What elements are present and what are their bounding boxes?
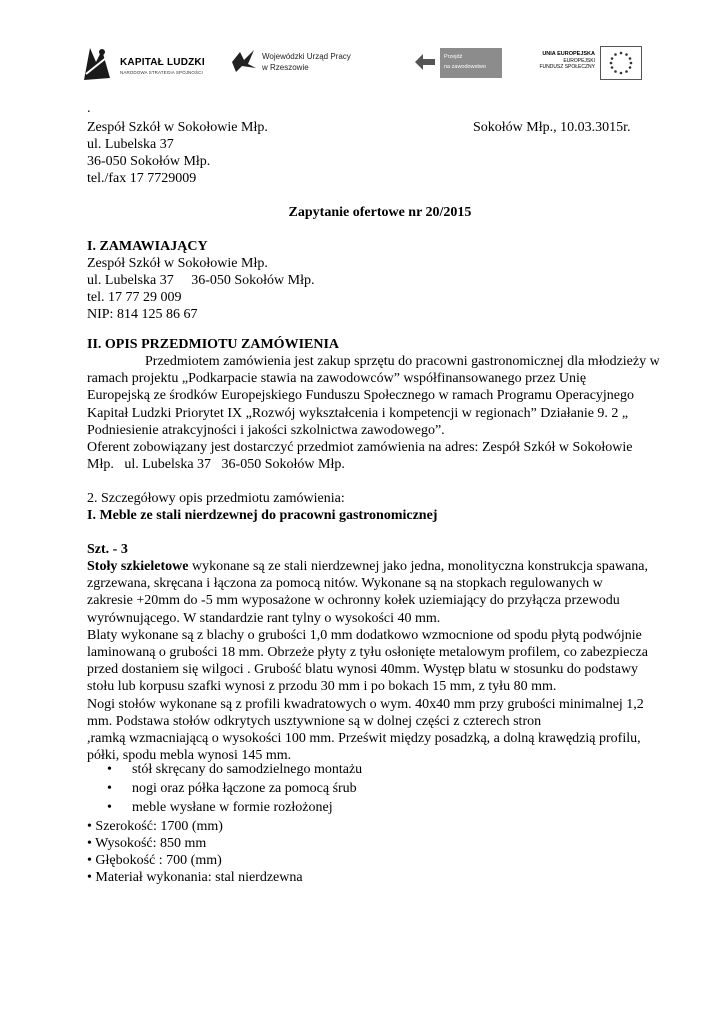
description-line <box>87 558 673 575</box>
para1-line: Kapitał Ludzki Priorytet IX „Rozwój wykształcenia i kompetencji w regionach” Działanie 9. 2 „ <box>87 405 629 421</box>
kapital-ludzki-logo <box>80 40 210 85</box>
eu-line3: FUNDUSZ SPOŁECZNY <box>539 64 595 70</box>
eu-text <box>530 51 595 70</box>
wup-logo <box>230 40 370 85</box>
details-heading: 2. Szczegółowy opis przedmiotu zamówienia: <box>87 491 345 506</box>
description-line: zakresie +20mm do -5 mm wyposażone w ochronny kołek uziemiający do przyłącza przewodu <box>87 593 620 609</box>
eu-logo <box>530 40 645 85</box>
bullet-icon: • <box>107 762 112 777</box>
description-line: laminowaną o grubości 18 mm. Obrzeże płyty z tyłu osłonięte metalowym profilem, co zabezpiecza <box>87 645 648 661</box>
details-subheading: I. Meble ze stali nierdzewnej do pracowni gastronomicznej <box>87 508 438 523</box>
logo-strip <box>80 40 645 85</box>
eu-flag-icon <box>600 46 642 80</box>
eu-line2: EUROPEJSKI <box>563 58 595 64</box>
description-lead: Stoły szkieletowe <box>87 559 189 574</box>
section2-heading: II. OPIS PRZEDMIOTU ZAMÓWIENIA <box>87 337 340 352</box>
para2-line: Młp. ul. Lubelska 37 36-050 Sokołów Młp. <box>87 457 345 473</box>
description-line: półki, spodu mebla wynosi 145 mm. <box>87 748 292 764</box>
section1-heading: I. ZAMAWIAJĄCY <box>87 239 208 254</box>
wup-bird-icon <box>230 48 258 74</box>
bullet-text: nogi oraz półka łączone za pomocą śrub <box>132 781 357 796</box>
section2-para2 <box>87 439 673 473</box>
kapital-ludzki-emblem-icon <box>80 44 116 82</box>
description-first: wykonane są ze stali nierdzewnej jako jedna, monolityczna konstrukcja spawana, <box>188 559 648 574</box>
para1-line: Europejską ze środków Europejskiego Funduszu Społecznego w ramach Programu Operacyjnego <box>87 388 635 404</box>
bullet-item <box>107 780 357 797</box>
description-line: ,ramką wzmacniającą o wysokości 100 mm. Prześwit między posadzką, a dolną krawędzią profilu, <box>87 731 641 747</box>
section1-line: tel. 17 77 29 009 <box>87 290 182 305</box>
description-line: wyrównującego. W standardzie rant tylny o wysokości 40 mm. <box>87 610 441 626</box>
przejdz-logo <box>413 40 513 85</box>
spec-line: • Materiał wykonania: stal nierdzewna <box>87 870 303 885</box>
description-line: mm. Podstawa stołów odkrytych usztywnione są w dolnej części z czterech stron <box>87 713 542 729</box>
bullet-text: meble wysłane w formie rozłożonej <box>132 800 333 815</box>
header-street: ul. Lubelska 37 <box>87 137 174 152</box>
section1-line: ul. Lubelska 37 36-050 Sokołów Młp. <box>87 273 315 288</box>
para1-line: Podniesienie atrakcyjności i jakości szkolnictwa zawodowego”. <box>87 422 445 438</box>
spec-line: • Wysokość: 850 mm <box>87 836 207 851</box>
header-school: Zespół Szkół w Sokołowie Młp. <box>87 120 268 135</box>
para1-line: Przedmiotem zamówienia jest zakup sprzętu do pracowni gastronomicznej dla młodzieży w <box>145 354 660 369</box>
header-place-date: Sokołów Młp., 10.03.3015r. <box>473 120 631 135</box>
przejdz-arrow-icon <box>413 50 437 74</box>
bullet-icon: • <box>107 800 112 815</box>
header-city: 36-050 Sokołów Młp. <box>87 154 211 169</box>
section1-line: NIP: 814 125 86 67 <box>87 307 198 322</box>
para1-line: ramach projektu „Podkarpacie stawia na zawodowców” współfinansowanego przez Unię <box>87 371 587 387</box>
details-qty: Szt. - 3 <box>87 542 128 557</box>
bullet-icon: • <box>107 781 112 796</box>
description-line: zgrzewana, skręcana i łączona za pomocą nitów. Wykonane są na stopkach regulowanych w <box>87 576 603 592</box>
wup-line1: Wojewódzki Urząd Pracy <box>262 52 351 61</box>
section1-line: Zespół Szkół w Sokołowie Młp. <box>87 256 268 271</box>
details-description <box>87 558 673 764</box>
wup-line2: w Rzeszowie <box>262 63 309 72</box>
description-line: Blaty wykonane są z blachy o grubości 1,0 mm dodatkowo wzmocnione od spodu płytą podwójnie <box>87 627 642 643</box>
header-phone: tel./fax 17 7729009 <box>87 171 197 186</box>
kapital-ludzki-sub: NARODOWA STRATEGIA SPÓJNOŚCI <box>120 70 203 75</box>
bullet-text: stół skręcany do samodzielnego montażu <box>132 762 363 777</box>
header-dot: . <box>87 101 91 116</box>
przejdz-line2: na zawodowstwo <box>444 64 486 70</box>
bullet-item <box>107 761 362 778</box>
description-line: przed dostaniem się wilgoci . Grubość blatu wynosi 40mm. Występ blatu w stosunku do podstawy <box>87 662 639 678</box>
przejdz-box <box>440 48 502 78</box>
para2-line: Oferent zobowiązany jest dostarczyć przedmiot zamówienia na adres: Zespół Szkół w Sokołowie <box>87 440 633 455</box>
eu-line1: UNIA EUROPEJSKA <box>542 51 595 57</box>
description-line: Nogi stołów wykonane są z profili kwadratowych o wym. 40x40 mm przy grubości minimalnej 1,2 <box>87 696 644 712</box>
spec-line: • Szerokość: 1700 (mm) <box>87 819 223 834</box>
spec-line: • Głębokość : 700 (mm) <box>87 853 222 868</box>
section2-para1 <box>87 353 673 439</box>
document-title: Zapytanie ofertowe nr 20/2015 <box>288 205 472 220</box>
przejdz-line1: Przejdź <box>444 54 463 60</box>
bullet-item <box>107 799 333 816</box>
description-line: stołu lub korpusu szafki wynosi z przodu 30 mm i po bokach 15 mm, z tyłu 80 mm. <box>87 679 557 695</box>
kapital-ludzki-name: KAPITAŁ LUDZKI <box>120 57 205 68</box>
